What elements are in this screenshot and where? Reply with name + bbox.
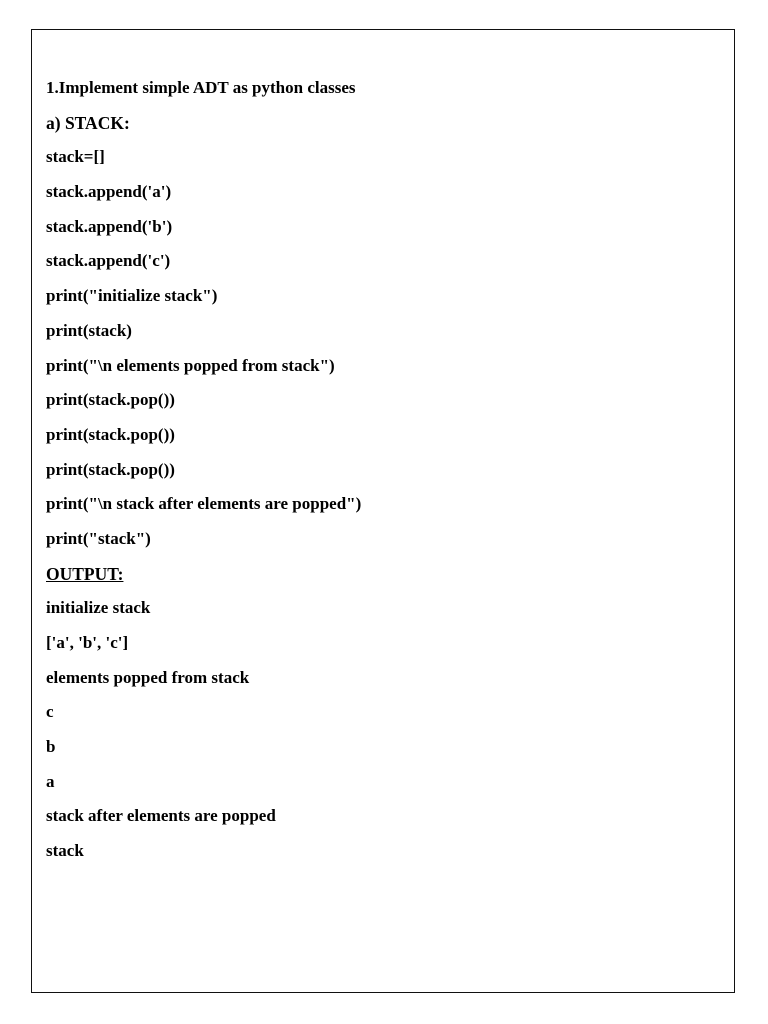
code-block bbox=[46, 145, 726, 561]
code-line: stack.append('b') bbox=[46, 216, 173, 236]
code-line: print(stack.pop()) bbox=[46, 459, 175, 479]
document-content bbox=[46, 76, 726, 874]
code-line: print(stack) bbox=[46, 320, 132, 340]
output-line: ['a', 'b', 'c'] bbox=[46, 633, 129, 652]
output-line: stack after elements are popped bbox=[46, 806, 276, 826]
code-line: print("initialize stack") bbox=[46, 286, 218, 306]
output-line: elements popped from stack bbox=[46, 667, 250, 687]
code-line: stack.append('a') bbox=[46, 182, 172, 202]
output-line: b bbox=[46, 737, 56, 757]
output-line: c bbox=[46, 702, 54, 722]
output-block bbox=[46, 596, 726, 874]
code-line: stack.append('c') bbox=[46, 251, 171, 271]
code-line: print("stack") bbox=[46, 528, 151, 548]
output-line: a bbox=[46, 771, 55, 791]
section-heading: a) STACK: bbox=[46, 112, 130, 133]
code-line: print("\n elements popped from stack") bbox=[46, 355, 335, 375]
code-line: print(stack.pop()) bbox=[46, 390, 175, 410]
code-line: print("\n stack after elements are popped") bbox=[46, 494, 362, 514]
output-label: OUTPUT: bbox=[46, 563, 124, 584]
code-line: print(stack.pop()) bbox=[46, 424, 175, 444]
document-title: 1.Implement simple ADT as python classes bbox=[46, 78, 356, 97]
code-line: stack=[] bbox=[46, 147, 105, 167]
output-line: stack bbox=[46, 841, 84, 861]
output-line: initialize stack bbox=[46, 598, 151, 618]
